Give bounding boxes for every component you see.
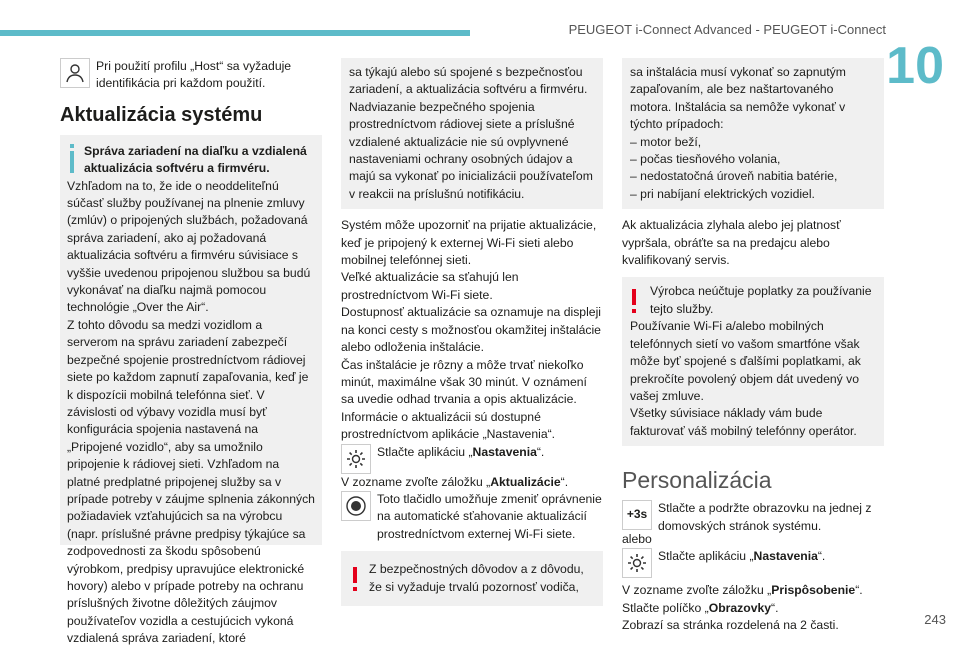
update-para-3: Dostupnosť aktualizácie sa oznamuje na displeji na konci cesty s možnosťou okamžitej inštalácie alebo odloženia inštalácie.	[341, 305, 601, 355]
press-3s-icon	[622, 500, 652, 530]
warning-box-continued	[622, 58, 884, 209]
update-para-4: Čas inštalácie je rôzny a môže trvať niekoľko minút, maximálne však 30 minút. V oznámení sa uvedie odhad trvania a opis aktualizácie.	[341, 357, 587, 407]
auto-download-text: Toto tlačidlo umožňuje zmeniť oprávnenie na automatické sťahovanie aktualizácií prostredníctvom externej Wi-Fi siete.	[377, 491, 602, 541]
settings-instruction-2	[622, 548, 884, 578]
split-page-text: Zobrazí sa stránka rozdelená na 2 časti.	[622, 618, 839, 633]
auto-download-instruction	[341, 491, 603, 543]
info-box	[60, 135, 322, 646]
user-icon	[60, 58, 90, 88]
warning-text: Z bezpečnostných dôvodov a z dôvodu, že si vyžaduje trvalú pozornosť vodiča,	[369, 562, 584, 594]
header-title: PEUGEOT i-Connect Advanced - PEUGEOT i-Connect	[568, 22, 886, 37]
press-settings-pre-2: Stlačte aplikáciu „	[658, 549, 754, 564]
failed-update-text: Ak aktualizácia zlyhala alebo jej platnosť vypršala, obráťte sa na predajcu alebo kvalifikovaný servis.	[622, 218, 841, 268]
press-hold-text: Stlačte a podržte obrazovku na jednej z domovských stránok systému.	[658, 501, 872, 533]
update-para-1: Systém môže upozorniť na prijatie aktualizácie, keď je pripojený k externej Wi-Fi sieti alebo mobilnej telefónnej sieti.	[341, 218, 597, 268]
press-settings-app-2: Nastavenia	[753, 549, 818, 564]
settings-instruction	[341, 444, 603, 474]
press-settings-post-2: “.	[817, 549, 826, 564]
conditions-list	[630, 134, 877, 204]
press-3s-label: +3s	[626, 507, 648, 522]
tab-select-post: “.	[560, 474, 569, 489]
tab-personalization: Prispôsobenie	[771, 583, 856, 598]
list-item: – motor beží,	[630, 134, 702, 149]
click-screens-post: “.	[771, 600, 779, 615]
list-item: – počas tiesňového volania,	[630, 152, 781, 167]
info-box-title: Správa zariadení na diaľku a vzdialená aktualizácia softvéru a firmvéru.	[84, 143, 307, 176]
click-screens-pre: Stlačte políčko „	[622, 600, 709, 615]
press-settings-pre: Stlačte aplikáciu „	[377, 444, 473, 459]
list-item: – nedostatočná úroveň nabitia batérie,	[630, 169, 838, 184]
info-box-continued-text: sa týkajú alebo sú spojené s bezpečnosťou zariadení, a aktualizácia softvéru a firmvéru. Nadviazanie bezpečného spojenia prostredníctvom rádiovej siete a príslušné vzdialené aktualizácie nie sú ovplyvnené nastaveniami ochrany osobných údajov a majú sa vykonať po inicializácii používateľom v reakcii na príslušnú notifikáciu.	[349, 65, 593, 201]
header-accent-bar	[0, 30, 470, 36]
section-heading-personalization: Personalizácia	[622, 467, 772, 494]
radio-button-icon	[341, 491, 371, 521]
warning-icon	[632, 289, 636, 305]
gear-icon	[622, 548, 652, 578]
warning-box	[341, 551, 603, 606]
profile-note	[60, 58, 322, 93]
update-para-2: Veľké aktualizácie sa sťahujú len prostredníctvom Wi-Fi siete.	[341, 270, 519, 302]
fees-warning-title: Výrobca neúčtuje poplatky za používanie tejto služby.	[650, 284, 872, 316]
profile-note-text: Pri použití profilu „Host“ sa vyžaduje identifikácia pri každom použití.	[96, 59, 292, 91]
section-heading-update: Aktualizácia systému	[60, 103, 263, 126]
fees-warning-body: Používanie Wi-Fi a/alebo mobilných telefónnych sietí vo vašom smartfóne však môže byť spojené s ďalšími poplatkami, ak prekročíte povolený objem dát uvedený vo vašej zmluve.	[630, 319, 861, 403]
fees-warning-box	[622, 277, 884, 446]
info-icon	[70, 151, 74, 173]
column-2	[341, 58, 603, 606]
page-number: 243	[924, 612, 946, 627]
list-item: – pri nabíjaní elektrických vozidiel.	[630, 186, 815, 201]
chapter-number: 10	[886, 37, 944, 95]
press-settings-app: Nastavenia	[472, 444, 537, 459]
tab-select-post-2: “.	[855, 583, 863, 598]
or-text: alebo	[622, 531, 652, 546]
gear-icon	[341, 444, 371, 474]
fees-warning-body-2: Všetky súvisiace náklady vám bude fakturovať váš mobilný telefónny operátor.	[630, 406, 857, 438]
screens-field: Obrazovky	[708, 600, 772, 615]
column-3	[622, 58, 884, 635]
column-1	[60, 58, 322, 646]
warning-continued-text: sa inštalácia musí vykonať so zapnutým zapaľovaním, ale bez naštartovaného motora. Inštalácia sa nemôže vykonať v týchto prípadoch:	[630, 65, 846, 132]
tab-updates: Aktualizácie	[490, 474, 561, 489]
warning-icon	[353, 567, 357, 583]
press-hold-instruction	[622, 500, 884, 535]
info-box-body-2: Z tohto dôvodu sa medzi vozidlom a serverom na správu zariadení zabezpečí bezpečné spojenie prostredníctvom rádiovej siete po každom zapnutí zapaľovania, keď je k dispozícii mobilná telefónna sieť. V závislosti od výbavy vozidla musí byť konfigurácia spojenia nastavená na „Pripojené vozidlo“, aby sa umožnilo pripojenie k rádiovej sieti. Vzhľadom na platné predplatné pripojenej služby sa v prípade potreby v záujme splnenia zákonných požiadaviek vzťahujúcich sa na výrobcu (napr. príslušné právne predpisy týkajúce sa zodpovednosti za škodu spôsobenú výrobkom, predpisy upravujúce elektronické hovory) alebo v prípade potreby na ochranu príslušných životne dôležitých záujmov používateľov vozidla a cestujúcich vykoná vzdialená správa zariadení, ktoré	[67, 317, 315, 646]
info-box-body: Vzhľadom na to, že ide o neoddeliteľnú súčasť služby používanej na plnenie zmluvy (zmlúv) o pripojených službách, požadovaná správa zariadení, ako aj požadovaná aktualizácia softvéru a firmvéru súvisiace s vyššie uvedenou pripojenou službou sa budú vykonávať na diaľku najmä pomocou technológie „Over the Air“.	[67, 178, 311, 315]
press-settings-post: “.	[536, 444, 545, 459]
update-para-5: Informácie o aktualizácii sú dostupné prostredníctvom aplikácie „Nastavenia“.	[341, 409, 556, 442]
tab-select-pre-2: V zozname zvoľte záložku „	[622, 583, 772, 598]
info-box-continued	[341, 58, 603, 209]
tab-select-pre: V zozname zvoľte záložku „	[341, 474, 491, 489]
